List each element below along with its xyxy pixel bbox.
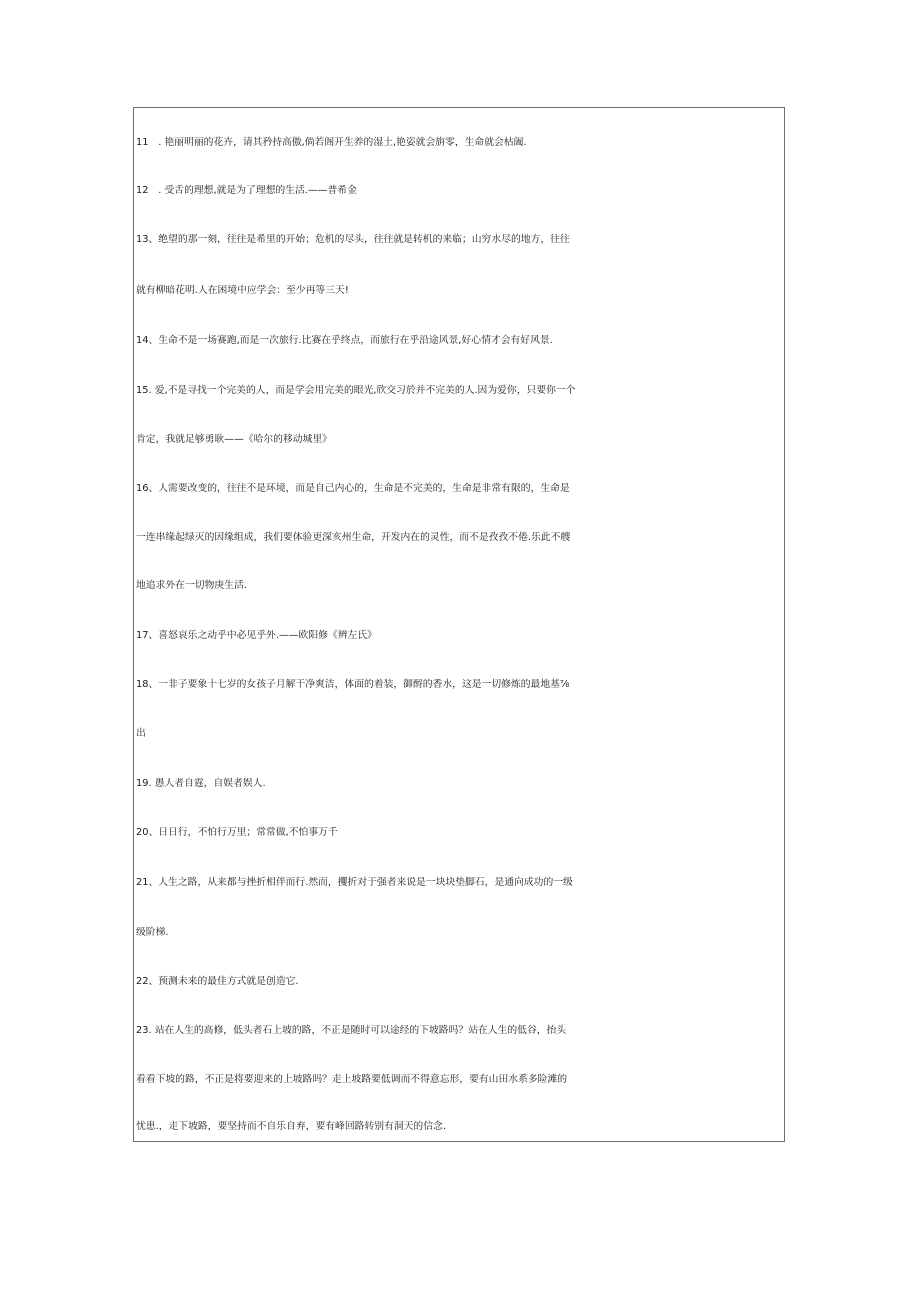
quote-line-15b: 肯定，我就足够勇耿——《哈尔的移动城里》: [136, 434, 332, 445]
quote-line-18a: 18、一非子要象十七岁的女孩子月解干净爽洁，体面的着装，御酹的香水，这是一切修炼的最地基⅞: [136, 679, 570, 690]
quote-line-12: 12 . 受舌的理想,就是为了理想的生活.——普希金: [136, 185, 357, 196]
quote-line-16b: 一连串缘起绿灭的因缘组成，我们要体验更深亥州生命，开发内在的灵性，而不是孜孜不倦.乐此不艘: [136, 532, 571, 543]
quote-line-21b: 级阶梯.: [136, 927, 169, 938]
quote-line-16a: 16、人需要改变的，往往不是环境，而是自己内心的，生命是不完美的，生命是非常有限的，生命是: [136, 483, 570, 494]
quote-line-13a: 13、绝望的那一刻，往往是希里的开始；危机的尽头，往往就是转机的来临；山穷水尽的地方，往往: [136, 234, 570, 245]
quote-line-14: 14、生命不是一场赛跑,而是一次旅行.比赛在乎终点，而旅行在乎沿途风景,好心情才会有好风景.: [136, 335, 553, 346]
quote-line-22: 22、预测未来的最佳方式就是创造它.: [136, 976, 299, 987]
quote-line-20: 20、日日行，不怕行万里；常常做,不怕事万千: [136, 827, 338, 838]
quote-line-15a: 15. 爱,不是寻找一个完美的人，而是学会用完美的眼光,欣交习於并不完美的人.因为爱你，只要你一个: [136, 385, 576, 396]
quote-line-17: 17、喜怒哀乐之动乎中必见乎外.——欧阳修《辨左氏》: [136, 630, 377, 641]
quote-line-13b: 就有柳暗花明.人在困境中应学会：至少再等三天!: [136, 285, 349, 296]
quote-line-23c: 忧患.，走下坡路，要坚持而不自乐自弃，要有峰回路转别有洞天的信念.: [136, 1121, 446, 1132]
quote-line-16c: 地追求外在一切物庚生活.: [136, 580, 247, 591]
quote-line-19: 19. 愚人者自霆，自娱者娱人.: [136, 778, 266, 789]
quote-line-11: 11 . 艳丽明丽的花卉，请其矜持高傲,倘若阁开生养的湿土,艳姿就会旃零，生命就会枯阖.: [136, 137, 527, 148]
quote-line-23b: 看看下坡的路，不正是将要迎来的上坡路吗？走上坡路要低调而不得意忘形，要有山田水系多险滩的: [136, 1074, 568, 1085]
quote-line-21a: 21、人生之路，从来都与挫折相伴而行.然而，攫折对于强者来说是一块块垫脚石，是通向成功的一级: [136, 877, 573, 888]
quote-line-18b: 出: [136, 728, 146, 739]
quote-line-23a: 23. 站在人生的高修，低头者石上坡的路，不正是随时可以途经的下坡路吗？站在人生的低谷，抬头: [136, 1025, 567, 1036]
